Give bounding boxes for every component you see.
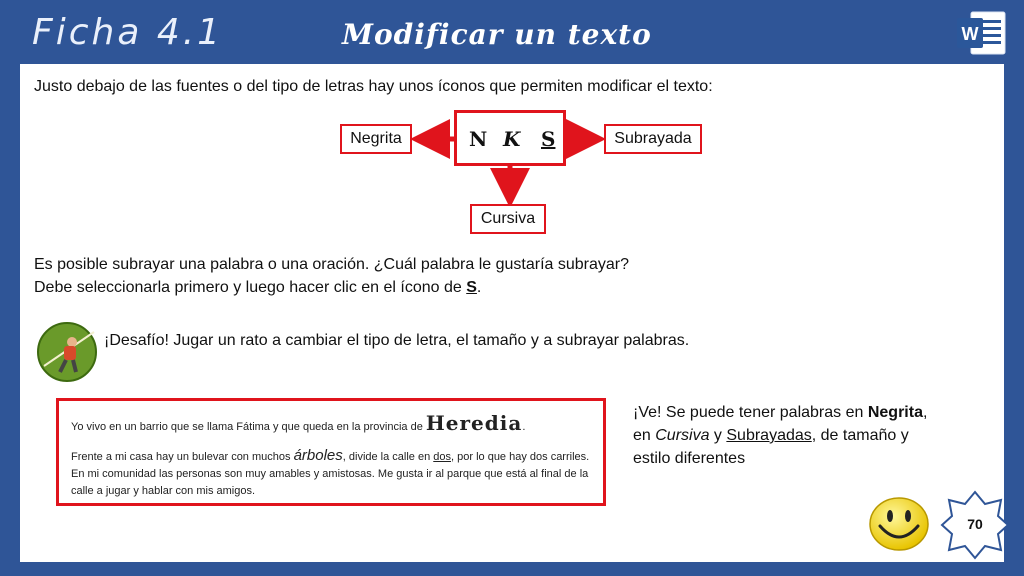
note-c: en bbox=[633, 427, 656, 444]
format-icons-box bbox=[454, 110, 566, 166]
italic-icon[interactable]: K bbox=[503, 127, 521, 151]
italic-label-box bbox=[470, 204, 546, 234]
climber-icon bbox=[36, 322, 98, 382]
note-negrita: Negrita bbox=[867, 404, 923, 421]
example-line-1 bbox=[71, 411, 526, 436]
dos-word: dos bbox=[433, 451, 452, 463]
ficha-number: Ficha 4.1 bbox=[32, 12, 224, 53]
note-d: y bbox=[709, 427, 727, 444]
underline-icon[interactable]: S bbox=[541, 127, 556, 151]
challenge-text: ¡Desafío! Jugar un rato a cambiar el tipo de letra, el tamaño y a subrayar palabras. bbox=[104, 332, 690, 349]
note-e: , de tamaño y bbox=[811, 427, 909, 444]
example-text-box bbox=[56, 398, 606, 506]
bold-icon[interactable]: N bbox=[469, 127, 488, 151]
note-line-3: estilo diferentes bbox=[633, 450, 746, 467]
note-cursiva: Cursiva bbox=[655, 427, 710, 444]
example-para-a: Frente a mi casa hay un bulevar con muchos bbox=[71, 451, 294, 463]
note-line-2 bbox=[633, 425, 909, 447]
smiley-icon bbox=[868, 496, 930, 552]
underline-label-box bbox=[604, 124, 702, 154]
example-para-b: , divide la calle en bbox=[342, 451, 434, 463]
instruction-line-1: Es posible subrayar una palabra o una oración. ¿Cuál palabra le gustaría subrayar? bbox=[34, 256, 630, 273]
note-subrayadas: Subrayadas bbox=[726, 427, 812, 444]
note-b: , bbox=[922, 404, 928, 421]
svg-text:W: W bbox=[961, 24, 979, 44]
underline-label: Subrayada bbox=[614, 130, 692, 147]
page-title: Modificar un texto bbox=[342, 18, 652, 51]
italic-label: Cursiva bbox=[480, 210, 536, 227]
example-paragraph bbox=[71, 447, 591, 500]
instruction-line-2-end: . bbox=[476, 279, 482, 296]
bold-label: Negrita bbox=[350, 130, 402, 147]
note-line-1 bbox=[633, 402, 927, 424]
instruction-line-2-text: Debe seleccionarla primero y luego hacer clic en el ícono de bbox=[34, 279, 467, 296]
example-line-1-end: . bbox=[522, 421, 526, 433]
underline-s-letter: S bbox=[466, 279, 477, 296]
intro-text: Justo debajo de las fuentes o del tipo de letras hay unos íconos que permiten modificar el texto: bbox=[34, 78, 713, 95]
heredia-word: Heredia bbox=[425, 411, 523, 435]
bold-label-box bbox=[340, 124, 412, 154]
note-a: ¡Ve! Se puede tener palabras en bbox=[633, 404, 868, 421]
example-line-1-text: Yo vivo en un barrio que se llama Fátima y que queda en la provincia de bbox=[71, 421, 426, 433]
example-para-c: , por lo que hay dos carriles. En mi comunidad las personas son muy amables y amistosas. Me gusta ir al parque que está al final de la calle a jugar y hablar con mis amigos. bbox=[71, 451, 590, 497]
arboles-word: árboles bbox=[293, 447, 343, 464]
page-number: 70 bbox=[967, 516, 983, 532]
instruction-line-2 bbox=[34, 277, 481, 299]
